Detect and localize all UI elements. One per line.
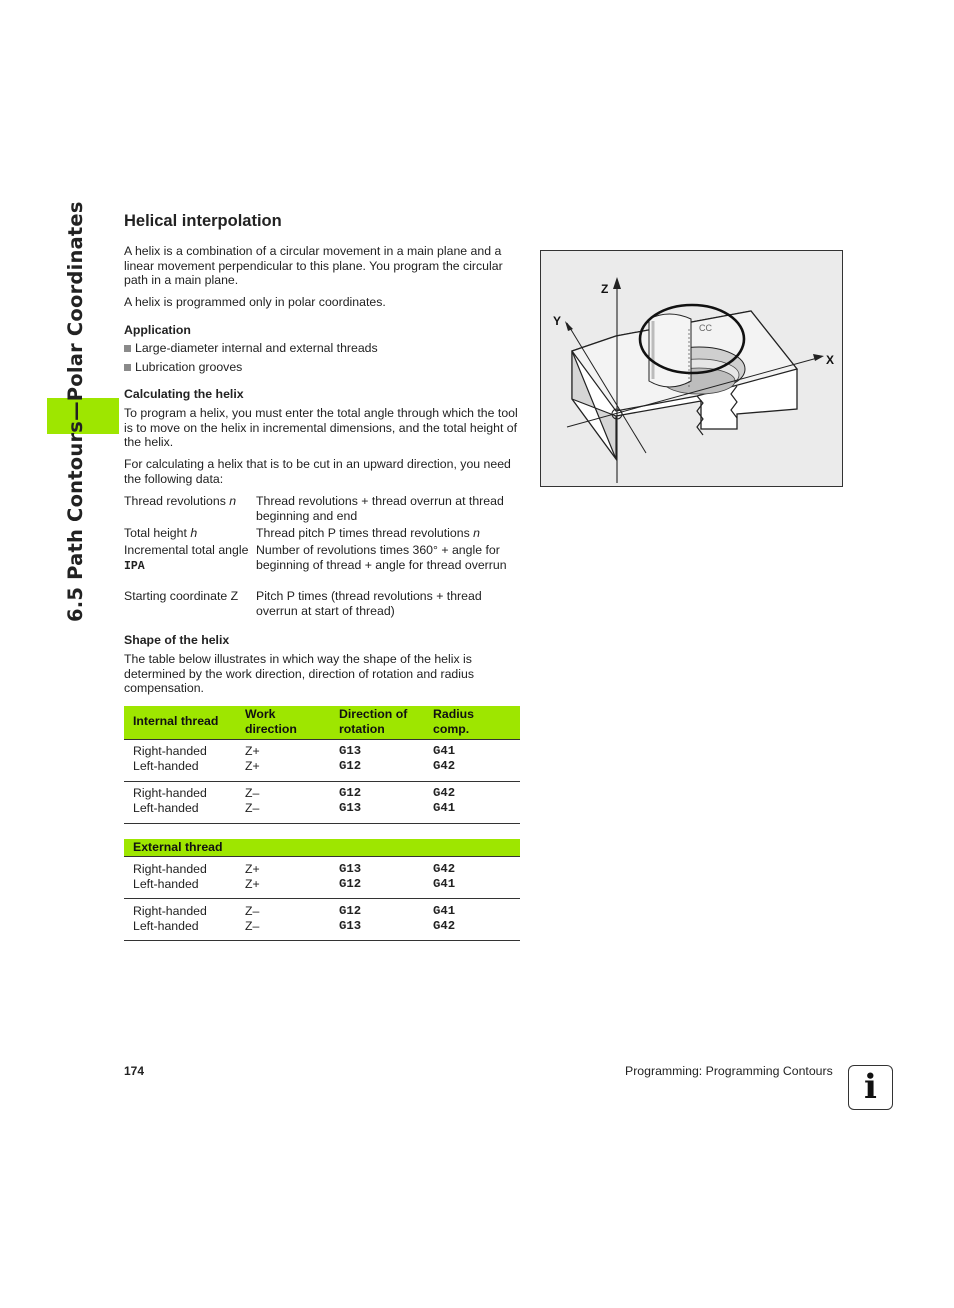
application-item: Large-diameter internal and external threads [124, 341, 378, 356]
dl-definition: Pitch P times (thread revolutions + thread overrun at start of thread) [256, 589, 482, 618]
helix-illustration [541, 251, 842, 486]
table-cell: G42 [433, 786, 456, 800]
table-cell: G12 [339, 877, 362, 891]
dl-term: Starting coordinate Z [124, 589, 239, 603]
table-cell: Right-handed [133, 904, 207, 918]
table-cell: G13 [339, 744, 362, 758]
intro-paragraph-2: A helix is programmed only in polar coordinates. [124, 295, 386, 309]
intro-paragraph-1: A helix is a combination of a circular movement in a main plane and a linear movement perpendicular to this plane. You program the circular path in a main plane. [124, 244, 503, 287]
table-cell: G12 [339, 904, 362, 918]
table-cell: Right-handed [133, 744, 207, 758]
axis-label-y: Y [553, 314, 562, 328]
table-row-group [124, 740, 520, 782]
table-cell: G41 [433, 877, 456, 891]
dl-term: Incremental total angle IPA [124, 543, 249, 573]
table-cell: G41 [433, 801, 456, 815]
page-number: 174 [124, 1064, 145, 1078]
table-cell: G13 [339, 862, 362, 876]
dl-definition: Thread revolutions + thread overrun at thread beginning and end [256, 494, 504, 523]
dl-definition: Thread pitch P times thread revolutions n [256, 526, 480, 540]
table-cell: G42 [433, 919, 456, 933]
calculating-paragraph-2: For calculating a helix that is to be cut in an upward direction, you need the following data: [124, 457, 511, 486]
table-cell: Z+ [245, 744, 260, 758]
application-item: Lubrication grooves [124, 360, 242, 375]
table-cell: G13 [339, 801, 362, 815]
label-cc: CC [699, 323, 712, 333]
info-icon [848, 1065, 893, 1110]
table-cell: G42 [433, 862, 456, 876]
shape-paragraph: The table below illustrates in which way the shape of the helix is determined by the work direction, direction of rotation and radius compensation. [124, 652, 474, 695]
header-work-direction: Work direction [245, 707, 297, 736]
header-thread-type: Internal thread [133, 714, 219, 728]
table-header-internal [124, 706, 520, 740]
axis-label-x: X [826, 353, 835, 367]
helix-figure [540, 250, 843, 487]
table-cell: G12 [339, 759, 362, 773]
dl-term: Total height h [124, 526, 198, 540]
table-cell: G41 [433, 904, 456, 918]
table-cell: Z– [245, 786, 260, 800]
table-cell: G41 [433, 744, 456, 758]
thread-table-external [124, 839, 520, 941]
info-glyph: i [864, 1067, 877, 1107]
header-radius-comp: Radius comp. [433, 707, 474, 736]
table-cell: G42 [433, 759, 456, 773]
chapter-title-vertical: 6.5 Path Contours—Polar Coordinates [64, 201, 87, 622]
table-cell: Z– [245, 801, 260, 815]
table-cell: Left-handed [133, 919, 199, 933]
table-header-external [124, 839, 520, 857]
dl-term: Thread revolutions n [124, 494, 237, 508]
section-title: Helical interpolation [124, 212, 282, 230]
table-cell: Z– [245, 919, 260, 933]
table-cell: Right-handed [133, 786, 207, 800]
table-cell: Z– [245, 904, 260, 918]
table-cell: G13 [339, 919, 362, 933]
table-cell: Z+ [245, 759, 260, 773]
table-cell: Z+ [245, 877, 260, 891]
table-cell: Right-handed [133, 862, 207, 876]
table-cell: Z+ [245, 862, 260, 876]
table-cell: Left-handed [133, 759, 199, 773]
dl-definition: Number of revolutions times 360° + angle for beginning of thread + angle for thread overrun [256, 543, 507, 572]
header-rotation: Direction of rotation [339, 707, 408, 736]
tool-cylinder [649, 314, 691, 387]
shape-heading: Shape of the helix [124, 633, 230, 647]
calculating-heading: Calculating the helix [124, 387, 244, 401]
calculating-paragraph-1: To program a helix, you must enter the total angle through which the tool is to move on the helix in incremental dimensions, and the total height of the helix. [124, 406, 518, 449]
footer-chapter: Programming: Programming Contours [625, 1064, 833, 1078]
table-cell: Left-handed [133, 877, 199, 891]
table-cell: Left-handed [133, 801, 199, 815]
application-heading: Application [124, 323, 191, 337]
table-row-group [124, 899, 520, 941]
header-external-thread: External thread [133, 840, 223, 854]
thread-table [124, 706, 520, 824]
table-cell: G12 [339, 786, 362, 800]
table-row-group [124, 782, 520, 824]
axis-label-z: Z [601, 282, 609, 296]
table-row-group [124, 857, 520, 899]
